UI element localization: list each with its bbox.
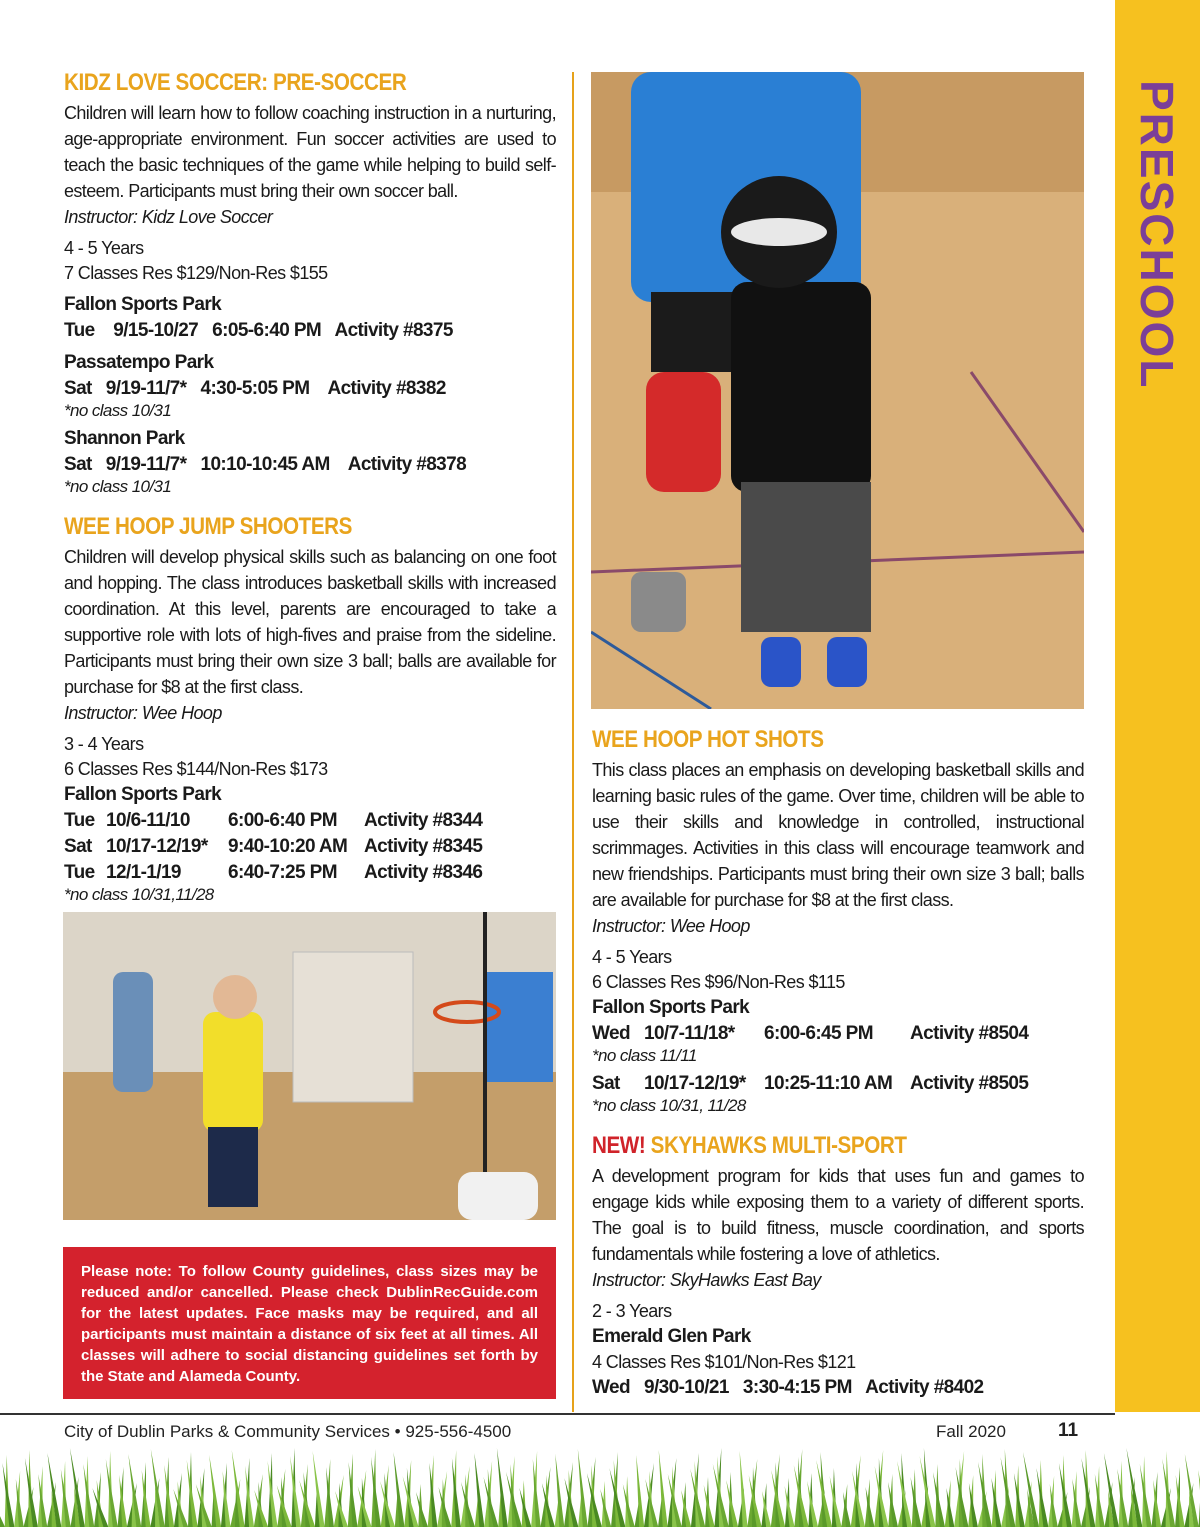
schedule-time: 6:40-7:25 PM [228, 860, 364, 886]
location: Emerald Glen Park [592, 1324, 1084, 1350]
location: Shannon Park [64, 426, 556, 452]
schedule-time: 10:25-11:10 AM [764, 1071, 910, 1097]
grass-blade [1117, 1469, 1128, 1527]
covid-notice-box: Please note: To follow County guidelines, class sizes may be reduced and/or cancelled. Please check DublinRecGuide.com for the latest updates. Face masks may be required, and all participants must maintain a distance of six feet at all times. All classes will adhere to social distancing guidelines set forth by the State and Alameda County. [63, 1247, 556, 1399]
age-range: 2 - 3 Years [592, 1299, 1084, 1324]
activity-number: Activity #8345 [364, 834, 484, 860]
section-title-text: SKYHAWKS MULTI-SPORT [651, 1132, 907, 1159]
activity-number: Activity #8344 [364, 808, 484, 834]
grass-blade [0, 1492, 5, 1527]
age-range: 3 - 4 Years [64, 732, 556, 757]
class-pricing: 4 Classes Res $101/Non-Res $121 [592, 1350, 1084, 1375]
age-range: 4 - 5 Years [592, 945, 1084, 970]
class-pricing: 6 Classes Res $96/Non-Res $115 [592, 970, 1084, 995]
section-description: Children will develop physical skills such as balancing on one foot and hopping. The class introduces basketball skills with increased coordination. At this level, parents are encouraged to take a supportive role with lots of high-fives and praise from the sideline. Participants must bring their own size 3 ball; balls are available for purchase for $8 at the first class. [64, 544, 556, 700]
schedule-day: Sat [592, 1071, 644, 1097]
schedule-time: 6:00-6:45 PM [764, 1021, 910, 1047]
section-title: WEE HOOP HOT SHOTS [592, 725, 1015, 755]
grass-blade [290, 1456, 301, 1527]
grass-blade [83, 1464, 94, 1527]
footer-season: Fall 2020 [936, 1422, 1006, 1442]
grass-blade [313, 1451, 325, 1527]
new-badge: NEW! [592, 1132, 645, 1159]
schedule-table [64, 808, 556, 886]
side-tab-label: PRESCHOOL [1127, 80, 1187, 389]
schedule-note: *no class 10/31, 11/28 [592, 1097, 1084, 1115]
schedule-day: Tue [64, 808, 106, 834]
schedule-table [592, 1071, 1084, 1097]
grass-blade [933, 1472, 945, 1527]
class-pricing: 6 Classes Res $144/Non-Res $173 [64, 757, 556, 782]
column-divider [572, 72, 574, 1412]
grass-blade [1140, 1464, 1152, 1527]
section-title: WEE HOOP JUMP SHOOTERS [64, 512, 487, 542]
grass-blade [2, 1463, 14, 1527]
grass-blade [726, 1480, 738, 1527]
right-column [592, 725, 1084, 1401]
section-title: KIDZ LOVE SOCCER: PRE-SOCCER [64, 68, 487, 98]
schedule-dates: 12/1-1/19 [106, 860, 228, 886]
grass-blade [1014, 1473, 1025, 1527]
location: Fallon Sports Park [592, 995, 1084, 1021]
grass-blade [704, 1485, 715, 1527]
footer-organization: City of Dublin Parks & Community Services • 925-556-4500 [64, 1422, 511, 1442]
grass-blade [497, 1448, 508, 1527]
class-pricing: 7 Classes Res $129/Non-Res $155 [64, 261, 556, 286]
schedule-row: Wed 9/30-10/21 3:30-4:15 PM Activity #8402 [592, 1375, 1084, 1401]
section-description: Children will learn how to follow coaching instruction in a nurturing, age-appropriate environment. Fun soccer activities are used to teach the basic techniques of the game while helping to build self-esteem. Participants must bring their own soccer ball. [64, 100, 556, 204]
grass-blade [807, 1481, 818, 1527]
schedule-row: Tue 9/15-10/27 6:05-6:40 PM Activity #8375 [64, 318, 556, 344]
schedule-row: Sat 9/19-11/7* 10:10-10:45 AM Activity #8378 [64, 452, 556, 478]
grass-decoration [0, 1446, 1200, 1527]
grass-blade [416, 1492, 428, 1527]
location: Fallon Sports Park [64, 782, 556, 808]
instructor: Instructor: SkyHawks East Bay [592, 1267, 1084, 1293]
instructor: Instructor: Kidz Love Soccer [64, 204, 556, 230]
section-description: This class places an emphasis on developing basketball skills and learning basic rules of the game. Over time, children will be able to use their skills and knowledge in controlled, instructional scrimmages. Activities in this class will encourage teamwork and new friendships. Participants must bring their own size 3 ball; balls are available for purchase for $8 at the first class. [592, 757, 1084, 913]
footer-rule [0, 1413, 1115, 1415]
schedule-dates: 10/17-12/19* [106, 834, 228, 860]
schedule-time: 9:40-10:20 AM [228, 834, 364, 860]
schedule-row: Sat 9/19-11/7* 4:30-5:05 PM Activity #8382 [64, 376, 556, 402]
wee-hoop-jump-shooters-section [64, 512, 556, 904]
schedule-note: *no class 10/31 [64, 478, 556, 496]
schedule-dates: 10/7-11/18* [644, 1021, 764, 1047]
schedule-dates: 10/17-12/19* [644, 1071, 764, 1097]
activity-number: Activity #8505 [910, 1071, 1040, 1097]
grass-blade [187, 1460, 198, 1527]
schedule-table [592, 1021, 1084, 1047]
grass-blade [911, 1477, 922, 1527]
section-description: A development program for kids that uses fun and games to engage kids while exposing them to a variety of different sports. The goal is to build fitness, muscle coordination, and sports fundamentals while fostering a love of athletics. [592, 1163, 1084, 1267]
schedule-day: Sat [64, 834, 106, 860]
instructor: Instructor: Wee Hoop [592, 913, 1084, 939]
section-title [592, 1131, 1015, 1161]
grass-blade [519, 1488, 531, 1527]
grass-blade [1036, 1468, 1048, 1527]
grass-blade [106, 1459, 118, 1527]
schedule-note: *no class 10/31 [64, 402, 556, 420]
kidz-love-soccer-section [64, 68, 556, 496]
location: Fallon Sports Park [64, 292, 556, 318]
grass-blade [623, 1484, 635, 1527]
grass-blade [209, 1455, 221, 1527]
page-number: 11 [1058, 1420, 1078, 1442]
activity-number: Activity #8346 [364, 860, 484, 886]
activity-number: Activity #8504 [910, 1021, 1040, 1047]
grass-blade [830, 1476, 842, 1527]
location: Passatempo Park [64, 350, 556, 376]
schedule-note: *no class 11/11 [592, 1047, 1084, 1065]
photo-child-shooting-hoop [63, 912, 556, 1220]
instructor: Instructor: Wee Hoop [64, 700, 556, 726]
schedule-note: *no class 10/31,11/28 [64, 886, 556, 904]
schedule-time: 6:00-6:40 PM [228, 808, 364, 834]
photo-child-holding-basketball [591, 72, 1084, 709]
left-column [64, 68, 556, 904]
grass-blade [394, 1452, 405, 1527]
schedule-dates: 10/6-11/10 [106, 808, 228, 834]
schedule-day: Wed [592, 1021, 644, 1047]
schedule-day: Tue [64, 860, 106, 886]
grass-blade [600, 1489, 611, 1527]
skyhawks-multi-sport-section [592, 1131, 1084, 1401]
wee-hoop-hot-shots-section [592, 725, 1084, 1115]
age-range: 4 - 5 Years [64, 236, 556, 261]
